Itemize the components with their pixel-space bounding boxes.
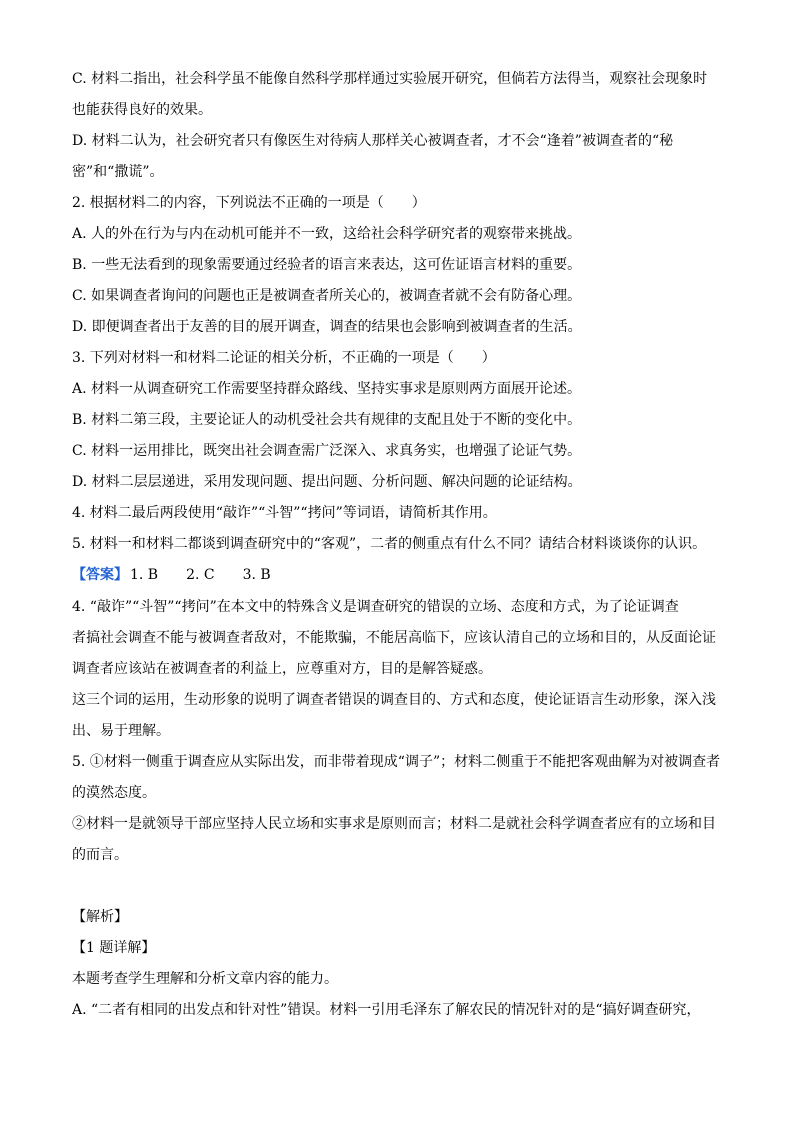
answer-text-line: 4. “敲诈”“斗智”“拷问”在本文中的特殊含义是调查研究的错误的立场、态度和方式，为了论证调查 [72,599,679,615]
option-line: B. 材料二第三段，主要论证人的动机受社会共有规律的支配且处于不断的变化中。 [72,412,582,428]
option-line: C. 如果调查者询问的问题也正是被调查者所关心的，被调查者就不会有防备心理。 [72,288,582,304]
answer-text-line: 的漠然态度。 [72,785,156,801]
question-3: 3. 下列对材料一和材料二论证的相关分析，不正确的一项是（ ） [72,350,496,366]
question-4: 4. 材料二最后两段使用“敲诈”“斗智”“拷问”等词语，请简析其作用。 [72,505,497,521]
analysis-text-line: A. “二者有相同的出发点和针对性”错误。材料一引用毛泽东了解农民的情况针对的是“搞好调查研究， [72,1002,701,1018]
answer-text-line: 5. ①材料一侧重于调查应从实际出发，而非带着现成“调子”；材料二侧重于不能把客观曲解为对被调查者 [72,754,721,770]
option-line: A. 人的外在行为与内在动机可能并不一致，这给社会科学研究者的观察带来挑战。 [72,226,582,242]
answer-text-line: 这三个词的运用，生动形象的说明了调查者错误的调查目的、方式和态度，使论证语言生动形象，深入浅 [72,692,716,708]
option-line: A. 材料一从调查研究工作需要坚持群众路线、坚持实事求是原则两方面展开论述。 [72,381,582,397]
option-line: B. 一些无法看到的现象需要通过经验者的语言来表达，这可佐证语言材料的重要。 [72,257,582,273]
answer-text-line: 调查者应该站在被调查者的利益上，应尊重对方，目的是解答疑惑。 [72,661,492,677]
answer-text-line: 者搞社会调查不能与被调查者敌对，不能欺骗，不能居高临下，应该认清自己的立场和目的，从反面论证 [72,630,716,646]
analysis-text-line: 本题考查学生理解和分析文章内容的能力。 [72,971,338,987]
text-line: 也能获得良好的效果。 [72,102,212,118]
option-line: D. 材料二层层递进，采用发现问题、提出问题、分析问题、解决问题的论证结构。 [72,474,582,490]
text-line: D. 材料二认为，社会研究者只有像医生对待病人那样关心被调查者，才不会“逢着”被调查者的“秘 [72,133,674,149]
answer-text-line: 的而言。 [72,847,128,863]
option-line: D. 即便调查者出于友善的目的展开调查，调查的结果也会影响到被调查者的生活。 [72,319,582,335]
text-line: C. 材料二指出，社会科学虽不能像自然科学那样通过实验展开研究，但倘若方法得当，观察社会现象时 [72,71,708,87]
answer-text-line: ②材料一是就领导干部应坚持人民立场和实事求是原则而言；材料二是就社会科学调查者应有的立场和目 [72,816,716,832]
text-line: 密”和“撒谎”。 [72,164,164,180]
question-2: 2. 根据材料二的内容，下列说法不正确的一项是（ ） [72,195,426,211]
answer-label: 【答案】 [72,567,128,583]
analysis-section-heading: 【1 题详解】 [72,940,156,956]
answer-line [72,565,727,585]
analysis-label: 【解析】 [72,909,128,925]
question-5: 5. 材料一和材料二都谈到调查研究中的“客观”，二者的侧重点有什么不同？请结合材料谈谈你的认识。 [72,536,707,552]
option-line: C. 材料一运用排比，既突出社会调查需广泛深入、求真务实，也增强了论证气势。 [72,443,582,459]
answer-value: 1. B 2. C 3. B [130,567,271,583]
answer-text-line: 出、易于理解。 [72,723,170,739]
